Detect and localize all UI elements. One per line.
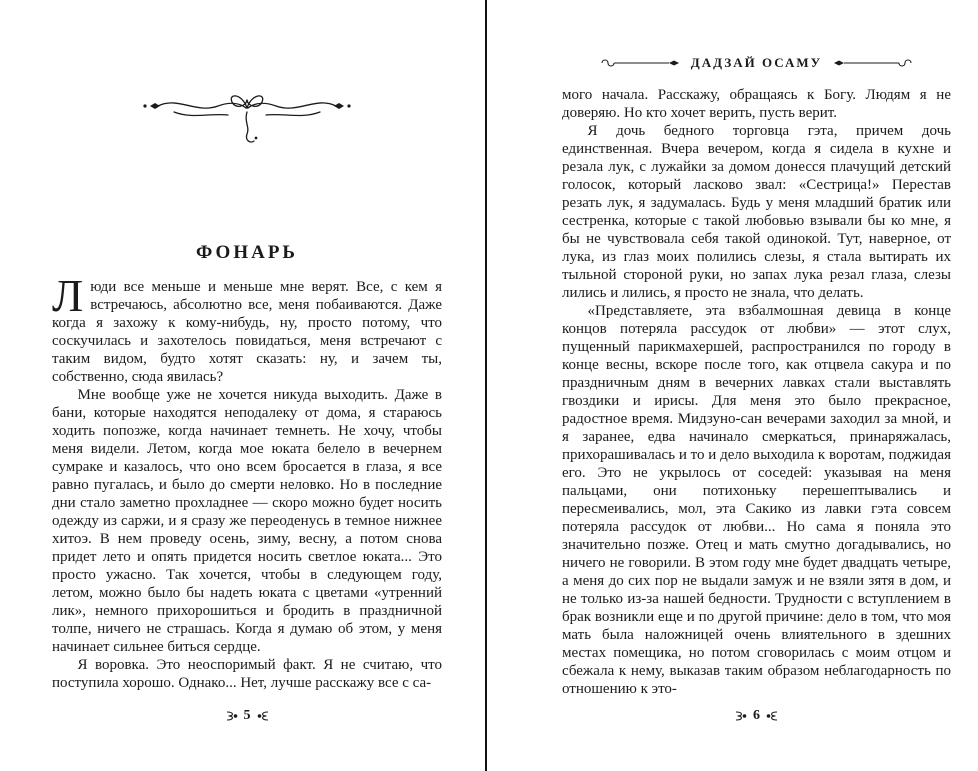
paragraph: Мне вообще уже не хочется никуда выходить. Даже в бани, которые находятся неподалеку от дома, я стараюсь ходить попозже, когда начинает темнеть. Не хочу, чтобы меня видели. Летом, когда мое юката белело в вечернем сумраке и казалось, что оно всем бросается в глаза, я все равно пугалась, и было до смерти неловко. Но в последние дни стало заметно прохладнее — скоро можно будет носить одежду из саржи, и я сразу же переоденусь в темное нижнее хитоэ. В нем проведу осень, зиму, весну, а потом снова придет лето и опять придется носить светлое юката... Это просто ужасно. Так хочется, чтобы в следующем году, летом, можно было бы надеть юката с цветами «утренний лик», немного прихорошиться и бродить в праздничной толпе, ничего не страшась. Когда я думаю об этом, у меня начинает сильнее биться сердце. xyxy=(52,387,442,655)
running-header xyxy=(562,55,951,71)
running-header-title: ДАДЗАЙ ОСАМУ xyxy=(690,55,823,70)
page-number-left xyxy=(52,708,442,724)
curl-ornament-icon xyxy=(257,710,272,722)
page-number-value: 6 xyxy=(753,708,760,723)
paragraph: мого начала. Расскажу, обращаясь к Богу. Людям я не доверяю. Но кто хочет верить, пусть верит. xyxy=(562,87,951,121)
paragraph xyxy=(52,270,442,386)
paragraph: Я дочь бедного торговца гэта, причем дочь единственная. Вчера вечером, когда я сидела в кухне и резала лук, с лужайки за домом донесся плачущий детский голосок, который ласково звал: «Сестрица!» Перестав резать лук, я задумалась. Будь у меня младший братик или сестренка, которые с такой любовью взывали бы ко мне, я бы не чувствовала себя такой одинокой. Тут, наверное, от лука, из глаз моих полились слезы, я стала вытирать их тыльной стороной руки, но запах лука резал глаза, слезы лились и лились, я просто не знала, что делать. xyxy=(562,123,951,301)
drop-cap: Л xyxy=(52,270,84,321)
page-number-right xyxy=(562,708,951,724)
page-right xyxy=(562,0,951,771)
page-gutter-divider xyxy=(485,0,487,771)
paragraph: «Представляете, эта взбалмошная девица в конце концов потеряла рассудок от любви» — этот слух, пущенный парикмахершей, распространился по городу в конце весны, вскоре после того, как отцвела сакура и по праздничным дням в вечерних лавках стали выставлять гвоздики и ирисы. Для меня это было прекрасное, радостное время. Мидзуно-сан вечерами заходил за мной, и я заранее, едва начинало смеркаться, принаряжалась, прихорашивалась и то и дело выходила к воротам, поджидая его. Это не укрылось от соседей: указывая на меня пальцами, они потихоньку перешептывались и пересмеивались, мол, эта Сакико из лавки гэта совсем потеряла рассудок от любви... Но сама я поняла это значительно позже. Отец и мать смутно догадывались, но ничего не говорили. В этом году мне будет двадцать четыре, а меня до сих пор не выдали замуж и не взяли зятя в дом, и не только из-за нашей бедности. Трудности с вступлением в брак возникли еще и по другой причине: дело в том, что моя мать была наложницей очень влиятельного в здешних местах помещика, но потом сговорилась с моим отцом и сбежала к нему, выказав таким образом неблагодарность по отношению к это- xyxy=(562,303,951,697)
page-number-value: 5 xyxy=(243,708,251,723)
right-page-text xyxy=(562,86,951,698)
left-page-text xyxy=(52,270,442,692)
curl-ornament-icon xyxy=(223,710,238,722)
flourish-icon xyxy=(142,82,352,148)
curl-ornament-icon xyxy=(732,710,747,722)
header-flourish-right-icon xyxy=(833,57,913,69)
flourish-ornament xyxy=(52,82,442,148)
curl-ornament-icon xyxy=(766,710,781,722)
chapter-title: ФОНАРЬ xyxy=(196,242,298,263)
header-flourish-left-icon xyxy=(600,57,680,69)
page-left xyxy=(52,0,442,771)
paragraph: Я воровка. Это неоспоримый факт. Я не считаю, что поступила хорошо. Однако... Нет, лучше расскажу все с са- xyxy=(52,657,442,691)
paragraph-text: юди все меньше и меньше мне верят. Все, с кем я встречаюсь, абсолютно все, меня побаиваются. Даже когда я захожу к кому-нибудь, ну, просто потому, что соскучилась и захотелось повидаться, меня встречают с таким видом, будто хотят сказать: ну, и зачем ты, собственно, сюда явилась? xyxy=(52,279,442,385)
